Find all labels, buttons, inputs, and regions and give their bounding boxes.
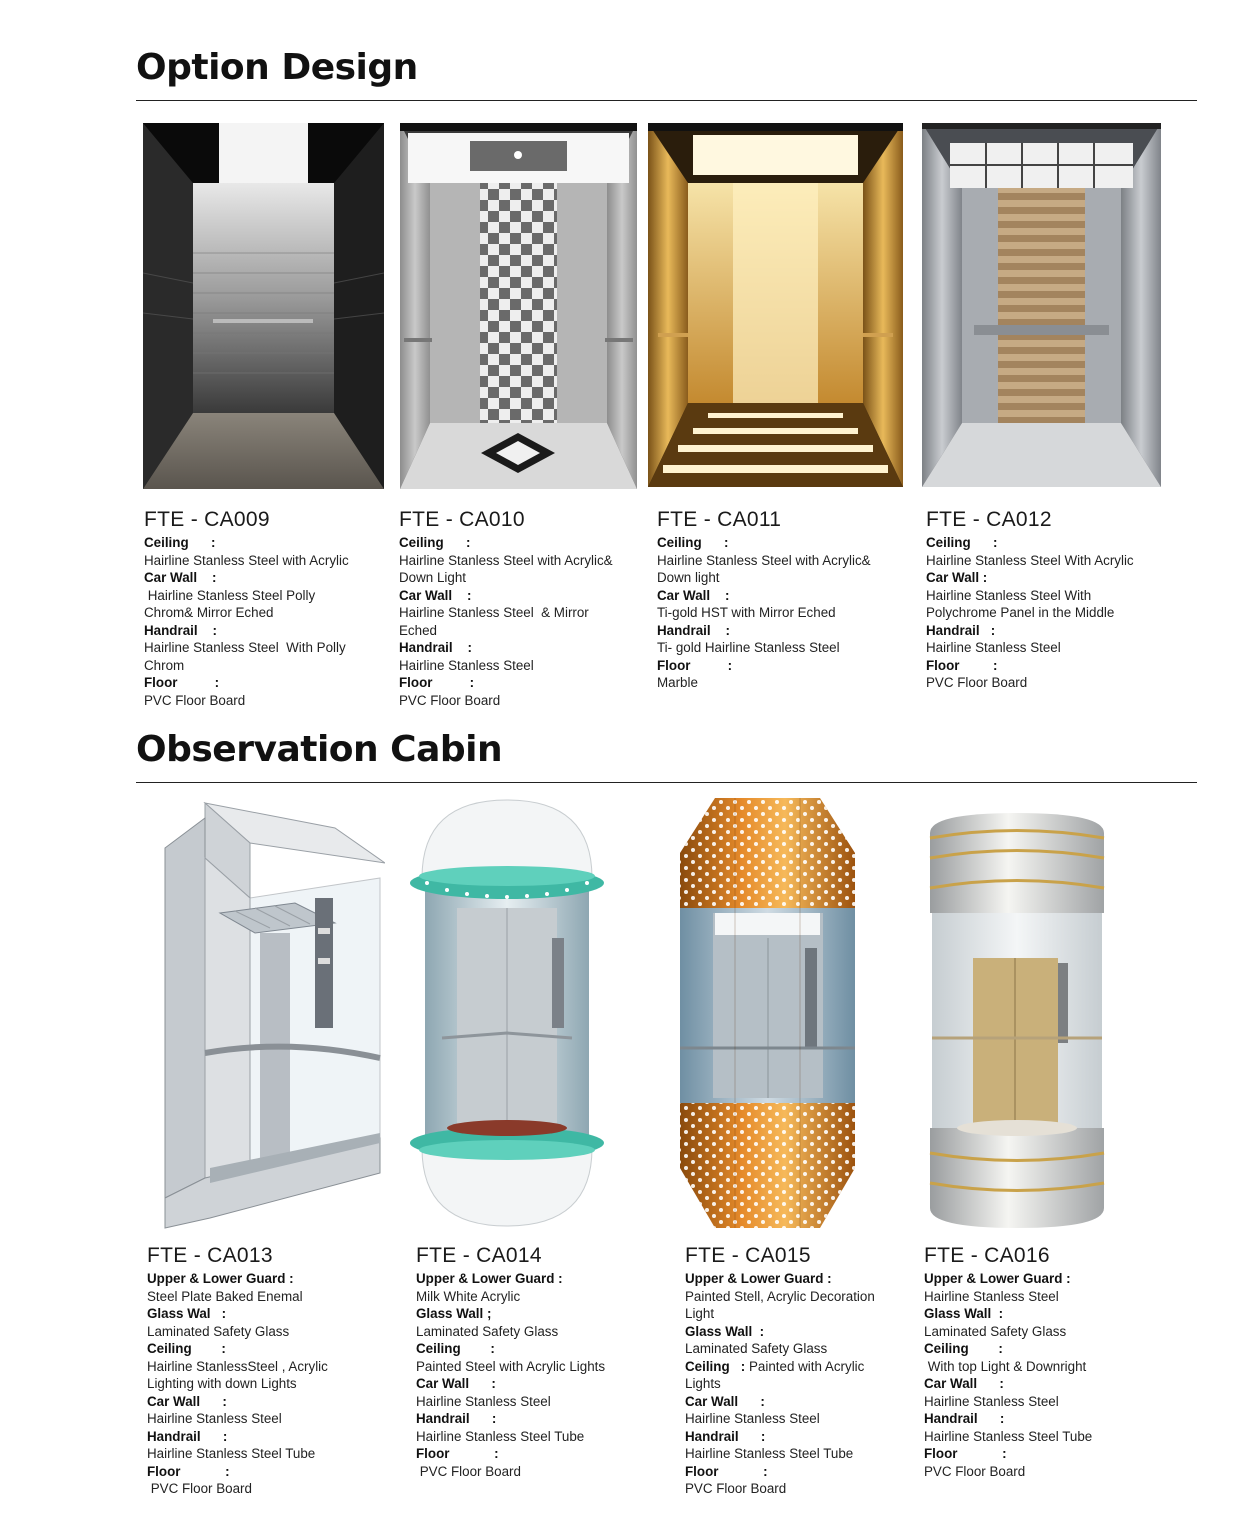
- elevator-photo-ca010: [400, 123, 637, 489]
- spec-value: Polychrome Panel in the Middle: [926, 605, 1115, 620]
- spec-value: Painted Steel with Acrylic Lights: [416, 1358, 606, 1374]
- spec-label: Floor :: [147, 1463, 230, 1479]
- spec-label: Upper & Lower Guard :: [924, 1271, 1071, 1286]
- spec-list: [144, 534, 384, 709]
- spec-label: Ceiling :: [924, 1341, 1003, 1356]
- spec-value: Hairline Stanless Steel with Acrylic&: [657, 552, 871, 568]
- cabin-illustration-ca014: [407, 798, 607, 1228]
- spec-value: Hairline Stanless Steel with Acrylic: [144, 552, 349, 568]
- spec-value: Chrom: [144, 657, 185, 673]
- spec-value: Hairline Stanless Steel With Polly: [144, 640, 346, 655]
- spec-label: Floor :: [399, 675, 475, 690]
- spec-label: Car Wall :: [416, 1376, 496, 1391]
- section-divider: [136, 782, 1197, 783]
- spec-label: Car Wall :: [399, 587, 472, 603]
- cabin-illustration-ca016: [928, 813, 1106, 1228]
- spec-label: Ceiling :: [144, 535, 216, 550]
- spec-value: Hairline Stanless Steel: [926, 640, 1061, 655]
- model-code: FTE - CA009: [144, 508, 270, 531]
- spec-label: Ceiling :: [416, 1341, 495, 1356]
- spec-label: Upper & Lower Guard :: [147, 1271, 294, 1286]
- spec-value: Marble: [657, 675, 698, 690]
- spec-value: Hairline Stanless Steel Polly: [144, 587, 316, 603]
- spec-value: Hairline Stanless Steel: [416, 1393, 551, 1409]
- spec-value: PVC Floor Board: [416, 1463, 521, 1479]
- section-title-observation-cabin: Observation Cabin: [136, 729, 503, 770]
- spec-value: Laminated Safety Glass: [685, 1341, 828, 1356]
- spec-value: Down light: [657, 570, 720, 585]
- spec-label: Floor :: [657, 657, 733, 673]
- model-code: FTE - CA015: [685, 1244, 811, 1267]
- spec-label: Floor :: [926, 657, 998, 673]
- spec-label: Ceiling :: [399, 535, 471, 550]
- spec-label: Floor :: [924, 1446, 1007, 1461]
- spec-list: [147, 1270, 397, 1498]
- section-title-option-design: Option Design: [136, 47, 418, 88]
- spec-value: Hairline Stanless Steel Tube: [924, 1428, 1093, 1444]
- spec-value: PVC Floor Board: [926, 675, 1028, 690]
- spec-value: Hairline StanlessSteel , Acrylic: [147, 1358, 328, 1374]
- spec-value: With top Light & Downright: [924, 1358, 1087, 1374]
- spec-list: [924, 1270, 1174, 1480]
- spec-label: Glass Wall ;: [416, 1306, 492, 1321]
- elevator-photo-ca012: [922, 123, 1161, 487]
- spec-label: Upper & Lower Guard :: [416, 1271, 563, 1286]
- spec-value: Laminated Safety Glass: [416, 1323, 559, 1339]
- elevator-photo-ca009: [143, 123, 384, 489]
- section-divider: [136, 100, 1197, 101]
- spec-label: Handrail :: [926, 622, 996, 638]
- spec-value: Lights: [685, 1376, 721, 1391]
- spec-value: Hairline Stanless Steel Tube: [147, 1446, 316, 1461]
- spec-label: Handrail :: [147, 1428, 228, 1444]
- spec-value: Eched: [399, 622, 437, 638]
- spec-value: Lighting with down Lights: [147, 1376, 297, 1391]
- spec-label: Handrail :: [399, 640, 472, 655]
- spec-label: Handrail :: [416, 1411, 497, 1426]
- spec-value: Hairline Stanless Steel: [924, 1393, 1059, 1409]
- spec-value: Hairline Stanless Steel: [147, 1411, 282, 1426]
- spec-value: Hairline Stanless Steel Tube: [416, 1428, 585, 1444]
- spec-label: Floor :: [144, 675, 220, 690]
- spec-label: Handrail :: [685, 1428, 766, 1444]
- spec-label: Glass Wall :: [924, 1306, 1004, 1321]
- spec-value: PVC Floor Board: [685, 1481, 787, 1496]
- spec-value: Laminated Safety Glass: [147, 1323, 290, 1339]
- model-code: FTE - CA010: [399, 508, 525, 531]
- spec-label: Car Wall :: [685, 1393, 765, 1409]
- spec-value: Laminated Safety Glass: [924, 1323, 1067, 1339]
- spec-value: Painted Stell, Acrylic Decoration: [685, 1288, 875, 1304]
- spec-value: Light: [685, 1306, 715, 1321]
- spec-value: Down Light: [399, 570, 466, 585]
- spec-label: Floor :: [416, 1446, 499, 1461]
- spec-value: Hairline Stanless Steel: [924, 1288, 1059, 1304]
- cabin-illustration-ca013: [160, 798, 385, 1233]
- spec-value: Hairline Stanless Steel Tube: [685, 1446, 854, 1461]
- spec-list: [657, 534, 897, 692]
- spec-label: Car Wall :: [924, 1376, 1004, 1391]
- spec-label: Handrail :: [657, 622, 730, 638]
- spec-value: PVC Floor Board: [147, 1481, 252, 1496]
- spec-value: Hairline Stanless Steel & Mirror: [399, 605, 589, 620]
- spec-value: PVC Floor Board: [399, 692, 501, 708]
- model-code: FTE - CA011: [657, 508, 782, 531]
- model-code: FTE - CA012: [926, 508, 1052, 531]
- spec-list: [416, 1270, 666, 1480]
- spec-label: Ceiling :: [147, 1341, 226, 1356]
- cabin-illustration-ca015: [675, 798, 860, 1228]
- spec-label: Car Wall :: [144, 570, 217, 585]
- elevator-photo-ca011: [648, 123, 903, 487]
- spec-value: Hairline Stanless Steel With: [926, 587, 1092, 603]
- spec-label: Floor :: [685, 1463, 768, 1479]
- spec-value: Steel Plate Baked Enemal: [147, 1288, 303, 1304]
- spec-value: Ti-gold HST with Mirror Eched: [657, 605, 836, 620]
- spec-value: Chrom& Mirror Eched: [144, 605, 274, 620]
- spec-value: Hairline Stanless Steel with Acrylic&: [399, 552, 613, 568]
- spec-label: Handrail :: [144, 622, 217, 638]
- spec-value: PVC Floor Board: [144, 692, 246, 708]
- spec-label: Handrail :: [924, 1411, 1005, 1426]
- spec-label: Glass Wall :: [685, 1323, 765, 1339]
- spec-value: PVC Floor Board: [924, 1463, 1026, 1479]
- spec-label: Ceiling :: [657, 535, 729, 550]
- spec-list: [926, 534, 1176, 692]
- spec-label: Glass Wal :: [147, 1306, 227, 1321]
- spec-label: Car Wall :: [926, 570, 988, 585]
- model-code: FTE - CA014: [416, 1244, 542, 1267]
- spec-label: Upper & Lower Guard :: [685, 1271, 832, 1286]
- spec-value: Milk White Acrylic: [416, 1288, 521, 1304]
- spec-label: Ceiling :: [926, 535, 998, 550]
- spec-value: Ti- gold Hairline Stanless Steel: [657, 640, 840, 655]
- spec-value: Hairline Stanless Steel: [399, 657, 534, 673]
- spec-list: [685, 1270, 915, 1498]
- model-code: FTE - CA016: [924, 1244, 1050, 1267]
- spec-value: Hairline Stanless Steel With Acrylic: [926, 552, 1134, 568]
- spec-list: [399, 534, 639, 709]
- spec-value: Painted with Acrylic: [745, 1358, 865, 1374]
- spec-label: Ceiling :: [685, 1358, 746, 1374]
- model-code: FTE - CA013: [147, 1244, 273, 1267]
- spec-value: Hairline Stanless Steel: [685, 1411, 820, 1426]
- spec-label: Car Wall :: [147, 1393, 227, 1409]
- spec-label: Car Wall :: [657, 587, 730, 603]
